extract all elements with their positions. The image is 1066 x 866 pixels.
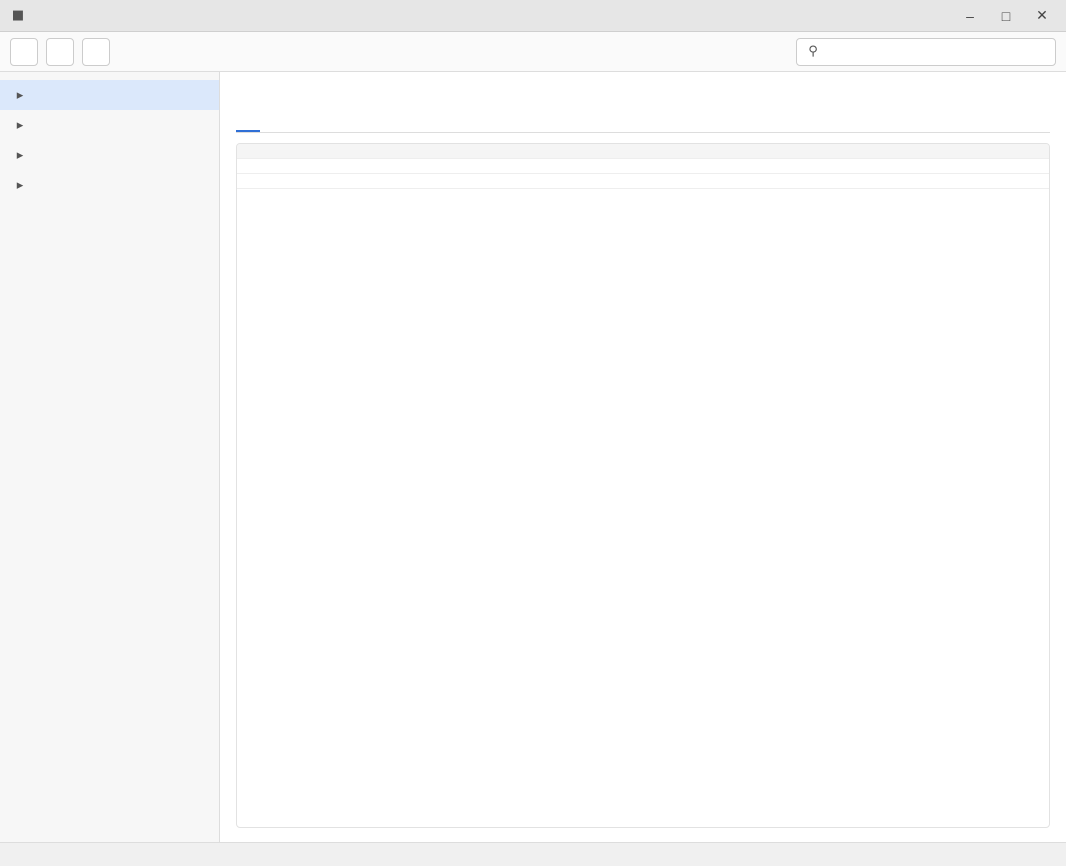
page-title <box>236 86 1050 108</box>
column-header[interactable] <box>237 144 508 159</box>
folder-icon: ▸ <box>16 117 24 133</box>
table-cell <box>237 159 508 174</box>
tab-2[interactable] <box>264 118 288 132</box>
column-header[interactable] <box>778 144 1049 159</box>
folder-icon: ▸ <box>16 87 24 103</box>
table-cell <box>778 174 1049 189</box>
sidebar <box>0 72 220 842</box>
search-input[interactable] <box>827 45 1047 59</box>
table-row[interactable] <box>237 159 1049 174</box>
search-box <box>796 38 1056 66</box>
table-cell <box>508 159 779 174</box>
app-body <box>0 72 1066 842</box>
search-icon: ⚲ <box>808 44 818 59</box>
table-header-row <box>237 144 1049 159</box>
table-cell <box>778 159 1049 174</box>
folder-icon: ▸ <box>16 177 24 193</box>
close-icon: ✕ <box>1036 7 1048 23</box>
tab-1[interactable] <box>236 118 260 132</box>
data-table <box>237 144 1049 189</box>
sidebar-item-1[interactable] <box>0 80 219 110</box>
close-button[interactable] <box>1028 5 1056 27</box>
maximize-icon: □ <box>1001 7 1011 24</box>
sidebar-item-4[interactable] <box>0 170 219 200</box>
table-cell <box>508 174 779 189</box>
content-area <box>236 143 1050 828</box>
table-cell <box>237 174 508 189</box>
toolbar-button-1[interactable] <box>10 38 38 66</box>
tab-bar <box>236 118 1050 133</box>
maximize-button[interactable] <box>992 5 1020 27</box>
toolbar-button-3[interactable] <box>82 38 110 66</box>
table-row[interactable] <box>237 174 1049 189</box>
toolbar-button-2[interactable] <box>46 38 74 66</box>
app-icon: ■ <box>11 8 25 23</box>
column-header[interactable] <box>508 144 779 159</box>
folder-icon: ▸ <box>16 147 24 163</box>
minimize-button[interactable] <box>956 5 984 27</box>
status-bar <box>0 842 1066 866</box>
sidebar-item-2[interactable] <box>0 110 219 140</box>
title-bar <box>0 0 1066 32</box>
main-panel <box>220 72 1066 842</box>
sidebar-item-3[interactable] <box>0 140 219 170</box>
toolbar <box>0 32 1066 72</box>
minimize-icon: – <box>966 7 974 24</box>
